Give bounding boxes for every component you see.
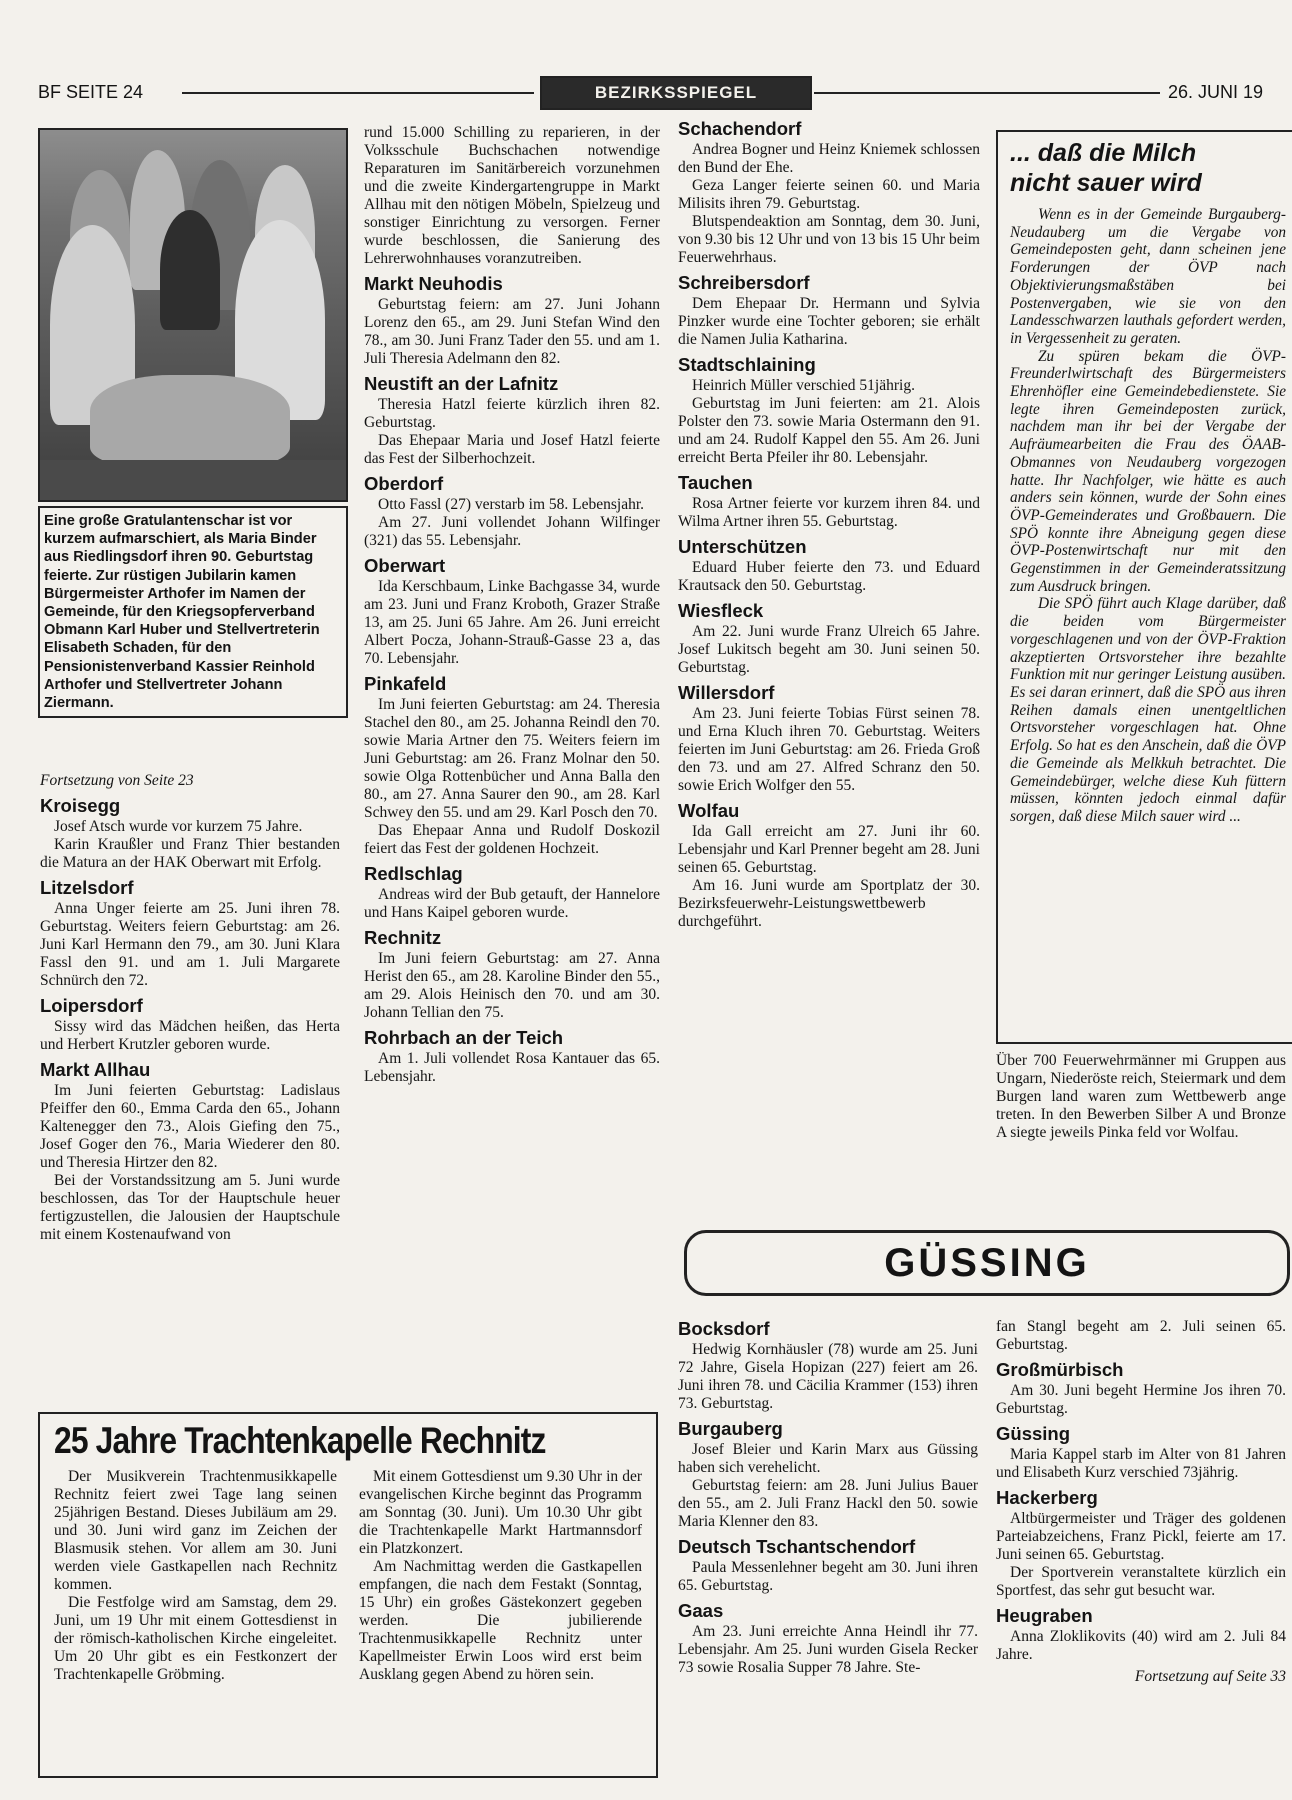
- article-text: Die Festfolge wird am Samstag, dem 29. Juni, um 19 Uhr mit einem Gottesdienst in der römisch-katholischen Kirche eingeleitet. Um 20 Uhr gibt es ein Festkonzert der Trachtenkapelle Gröbming.: [54, 1594, 337, 1683]
- section-title: BEZIRKSSPIEGEL: [594, 83, 758, 102]
- article-text: Eduard Huber feierte den 73. und Eduard Krautsack den 50. Geburtstag.: [678, 559, 980, 594]
- heading-markt-allhau: Markt Allhau: [40, 1059, 151, 1080]
- article-text: Am 23. Juni feierte Tobias Fürst seinen 78. und Erna Kluch ihren 70. Geburtstag. Weiters feierten im Juni Geburtstag: am 26. Frieda Groß den 73. und am 27. Alfred Schranz den 50. sowie Erich Wolfger den 55.: [678, 705, 980, 794]
- guessing-column-b: [996, 1318, 1286, 1686]
- article-text: Josef Bleier und Karin Marx aus Güssing haben sich verehelicht.: [678, 1441, 978, 1476]
- article-text: Altbürgermeister und Träger des goldenen Parteiabzeichens, Franz Pickl, feierte am 17. Juni seinen 65. Geburtstag.: [996, 1510, 1286, 1563]
- commentary-title: nicht sauer wird: [1010, 169, 1202, 197]
- column-3: [678, 118, 980, 931]
- article-text: Maria Kappel starb im Alter von 81 Jahren und Elisabeth Kurz verschied 73jährig.: [996, 1446, 1286, 1481]
- article-text: Karin Kraußler und Franz Thier bestanden die Matura an der HAK Oberwart mit Erfolg.: [40, 836, 340, 871]
- article-text: Ida Gall erreicht am 27. Juni ihr 60. Lebensjahr und Karl Prenner begeht am 28. Juni seinen 65. Geburtstag.: [678, 823, 980, 876]
- commentary-title: ... daß die Milch: [1010, 139, 1197, 167]
- article-text: fan Stangl begeht am 2. Juli seinen 65. Geburtstag.: [996, 1318, 1286, 1353]
- article-text: Sissy wird das Mädchen heißen, das Herta und Herbert Krutzler geboren wurde.: [40, 1018, 340, 1053]
- article-text: Im Juni feierten Geburtstag: am 24. Theresia Stachel den 80., am 25. Johanna Reindl den 70. sowie Maria Artner den 75. Weiters feiern im Juni Geburtstag: am 26. Franz Molnar den 50. sowie Olga Rottenbücher und Anna Balla den 80., am 27. Anna Saurer den 90., am 28. Karl Schwey den 55. und am 29. Karl Posch den 70.: [364, 696, 660, 821]
- heading-kroisegg: Kroisegg: [40, 795, 121, 816]
- article-text: Dem Ehepaar Dr. Hermann und Sylvia Pinzker wurde eine Tochter geboren; sie erhält die Namen Julia Katharina.: [678, 295, 980, 348]
- column-1: [40, 772, 340, 1244]
- continued-on: Fortsetzung auf Seite 33: [1134, 1668, 1286, 1685]
- heading-gaas: Gaas: [678, 1600, 724, 1621]
- article-text: Am 27. Juni vollendet Johann Wilfinger (321) das 55. Lebensjahr.: [364, 514, 660, 549]
- article-text: Der Musikverein Trachtenmusikkapelle Rechnitz feiert zwei Tage lang seinen 25jährigen Bestand. Dieses Jubiläum am 29. und 30. Juni wird ganz im Zeichen der Blasmusik stehen. Vor allem am 30. Juni werden viele Gastkapellen nach Rechnitz kommen.: [54, 1468, 337, 1593]
- article-text: Anna Zloklikovits (40) wird am 2. Juli 84 Jahre.: [996, 1628, 1286, 1663]
- heading-hackerberg: Hackerberg: [996, 1487, 1098, 1508]
- article-text: Anna Unger feierte am 25. Juni ihren 78. Geburtstag. Weiters feiern Geburtstag: am 26. Juni Karl Hermann den 79., am 30. Juni Klara Fassl den 91. und am 1. Juli Margarete Schnürch den 72.: [40, 900, 340, 989]
- heading-neustift: Neustift an der Lafnitz: [364, 373, 559, 394]
- article-text: Am Nachmittag werden die Gastkapellen empfangen, die nach dem Festakt (Sonntag, 15 Uhr) ein großes Gästekonzert gegeben werden. Die jubilierende Trachtenmusikkapelle Rechnitz unter Kapellmeister Erwin Loos wird erst beim Ausklang gegen Abend zu hören sein.: [359, 1558, 642, 1683]
- heading-schachendorf: Schachendorf: [678, 118, 802, 139]
- heading-oberdorf: Oberdorf: [364, 473, 444, 494]
- article-text: Im Juni feierten Geburtstag: Ladislaus Pfeiffer den 60., Emma Carda den 65., Johann Kaltenegger den 73., Alois Giefing den 75., Josef Goger den 76., Maria Wiederer den 80. und Theresia Hirtzer den 82.: [40, 1082, 340, 1171]
- heading-heugraben: Heugraben: [996, 1605, 1093, 1626]
- article-text: rund 15.000 Schilling zu reparieren, in der Volksschule Buchschachen notwendige Reparaturen im Sanitärbereich vorzunehmen und die zweite Kindergartengruppe in Markt Allhau mit den nötigen Möbeln, Spielzeug und sonstiger Einrichtung zu versorgen. Ferner wurde beschlossen, die Sanierung des Lehrerwohnhauses voranzutreiben.: [364, 124, 660, 267]
- heading-redlschlag: Redlschlag: [364, 863, 463, 884]
- page-number: BF SEITE 24: [38, 82, 144, 102]
- article-text: Heinrich Müller verschied 51jährig.: [692, 377, 915, 394]
- commentary-box: [996, 130, 1292, 1044]
- heading-loipersdorf: Loipersdorf: [40, 995, 143, 1016]
- heading-oberwart: Oberwart: [364, 555, 446, 576]
- article-text: Andreas wird der Bub getauft, der Hannelore und Hans Kaipel geboren wurde.: [364, 886, 660, 921]
- article-text: Am 16. Juni wurde am Sportplatz der 30. Bezirksfeuerwehr-Leistungswettbewerb durchgeführt.: [678, 877, 980, 930]
- article-text: Theresia Hatzl feierte kürzlich ihren 82. Geburtstag.: [364, 396, 660, 431]
- article-text: Über 700 Feuerwehrmänner mi Gruppen aus Ungarn, Niederöste reich, Steiermark und dem Burgen land waren zum Wettbewerb ange treten. In den Bewerben Silber A und Bronze A siegte jeweils Pinka feld vor Wolfau.: [996, 1052, 1286, 1141]
- heading-unterschuetzen: Unterschützen: [678, 536, 807, 557]
- article-text: Ida Kerschbaum, Linke Bachgasse 34, wurde am 23. Juni und Franz Kroboth, Grazer Straße 13, am 25. Juni 65 Jahre. Am 26. Juni erreicht Albert Pocza, Johann-Strauß-Gasse 23 a, das 70. Lebensjahr.: [364, 578, 660, 667]
- article-text: Im Juni feiern Geburtstag: am 27. Anna Herist den 65., am 28. Karoline Binder den 55., am 29. Alois Heinisch den 70. und am 30. Johann Tellian den 75.: [364, 950, 660, 1021]
- article-text: Hedwig Kornhäusler (78) wurde am 25. Juni 72 Jahre, Gisela Hopizan (227) feiert am 26. Juni ihren 78. und Cäcilia Krammer (153) ihren 73. Geburtstag.: [678, 1341, 978, 1412]
- heading-tauchen: Tauchen: [678, 472, 753, 493]
- section-banner: [540, 76, 812, 110]
- feuerwehr-text: [996, 1052, 1286, 1142]
- photo-gratulanten: [38, 128, 348, 502]
- article-text: Geburtstag im Juni feierten: am 21. Alois Polster den 73. sowie Maria Ostermann den 91. und am 24. Rudolf Kappel den 55. Am 26. Juni erreicht Berta Pfeiler ihr 80. Lebensjahr.: [678, 395, 980, 466]
- article-text: Das Ehepaar Anna und Rudolf Doskozil feiert das Fest der goldenen Hochzeit.: [364, 822, 660, 857]
- article-text: Bei der Vorstandssitzung am 5. Juni wurde beschlossen, das Tor der Hauptschule heuer fertigzustellen, die Jalousien der Hauptschule mit einem Kostenaufwand von: [40, 1172, 340, 1243]
- heading-wiesfleck: Wiesfleck: [678, 600, 764, 621]
- trachtenkapelle-title: 25 Jahre Trachtenkapelle Rechnitz: [54, 1420, 546, 1461]
- article-text: Am 30. Juni begeht Hermine Jos ihren 70. Geburtstag.: [996, 1382, 1286, 1417]
- article-text: Rosa Artner feierte vor kurzem ihren 84. und Wilma Artner ihren 55. Geburtstag.: [678, 495, 980, 530]
- article-text: Der Sportverein veranstaltete kürzlich ein Sportfest, das sehr gut besucht war.: [996, 1564, 1286, 1599]
- heading-litzelsdorf: Litzelsdorf: [40, 877, 134, 898]
- heading-wolfau: Wolfau: [678, 800, 740, 821]
- heading-markt-neuhodis: Markt Neuhodis: [364, 273, 503, 294]
- article-text: Blutspendeaktion am Sonntag, dem 30. Juni, von 9.30 bis 12 Uhr und von 13 bis 15 Uhr beim Feuerwehrhaus.: [678, 213, 980, 266]
- commentary-text: Zu spüren bekam die ÖVP-Freunderlwirtschaft des Bürgermeisters Ehrenhöfler eine Gemeindebedienstete. Sie legte ihren Gemeindeposten zurück, nachdem man ihr bei der Vergabe der Aufräumearbeiten die Frau des ÖAAB-Obmannes von Neudauberg vorgezogen hatte. Ihr Nachfolger, wie hätte es auch anders sein können, wurde der Sohn eines ÖVP-Gemeinderates und Großbauern. Die SPÖ konnte ihre Abneigung gegen diese ÖVP-Postenwirtschaft nur mit den Gegenstimmen in der Gemeinderatssitzung zum Ausdruck bringen.: [1010, 347, 1286, 595]
- commentary-text: Wenn es in der Gemeinde Burgauberg-Neudauberg um die Vergabe von Gemeindeposten geht, dann scheinen jene Forderungen der ÖVP nach Objektivierungsmaßstäben bei Postenvergaben, wie sie von den Landesschwarzen lauthals gefordert werden, in Vergessenheit zu geraten.: [1010, 206, 1286, 347]
- article-text: Das Ehepaar Maria und Josef Hatzl feierte das Fest der Silberhochzeit.: [364, 432, 660, 467]
- article-text: Paula Messenlehner begeht am 30. Juni ihren 65. Geburtstag.: [678, 1559, 978, 1594]
- article-text: Andrea Bogner und Heinz Kniemek schlossen den Bund der Ehe.: [678, 141, 980, 176]
- article-text: Geza Langer feierte seinen 60. und Maria Milisits ihren 79. Geburtstag.: [678, 177, 980, 212]
- article-text: Am 23. Juni erreichte Anna Heindl ihr 77. Lebensjahr. Am 25. Juni wurden Gisela Recker 73 sowie Rosalia Supper 78 Jahre. Ste-: [678, 1623, 978, 1676]
- heading-guessing: Güssing: [996, 1423, 1071, 1444]
- heading-schreibersdorf: Schreibersdorf: [678, 272, 810, 293]
- article-text: Am 22. Juni wurde Franz Ulreich 65 Jahre. Josef Lukitsch begeht am 30. Juni seinen 50. Geburtstag.: [678, 623, 980, 676]
- heading-grossmuerbisch: Großmürbisch: [996, 1359, 1124, 1380]
- district-title: GÜSSING: [884, 1240, 1090, 1285]
- article-text: Am 1. Juli vollendet Rosa Kantauer das 65. Lebensjahr.: [364, 1050, 660, 1085]
- article-text: Josef Atsch wurde vor kurzem 75 Jahre.: [54, 818, 303, 835]
- column-2: [364, 124, 660, 1086]
- district-banner-guessing: [684, 1230, 1290, 1296]
- article-text: Geburtstag feiern: am 27. Juni Johann Lorenz den 65., am 29. Juni Stefan Wind den 78., am 30. Juni Franz Tader den 55. und am 1. Juli Theresia Adelmann den 82.: [364, 296, 660, 367]
- article-text: Geburtstag feiern: am 28. Juni Julius Bauer den 55., am 2. Juli Franz Hackl den 50. sowie Maria Klenner den 83.: [678, 1477, 978, 1530]
- heading-willersdorf: Willersdorf: [678, 682, 775, 703]
- heading-stadtschlaining: Stadtschlaining: [678, 354, 816, 375]
- trachtenkapelle-box: [38, 1412, 658, 1778]
- heading-pinkafeld: Pinkafeld: [364, 673, 447, 694]
- guessing-column-a: [678, 1318, 978, 1677]
- heading-bocksdorf: Bocksdorf: [678, 1318, 770, 1339]
- article-text: Mit einem Gottesdienst um 9.30 Uhr in der evangelischen Kirche beginnt das Programm am Sonntag (30. Juni). Um 10.30 Uhr gibt die Trachtenkapelle Markt Hartmannsdorf ein Platzkonzert.: [359, 1468, 642, 1557]
- commentary-text: Die SPÖ führt auch Klage darüber, daß die beiden vom Bürgermeister vorgeschlagenen und von der ÖVP-Fraktion akzeptierten Ortsvorsteher ihre bezahlte Funktion mit nur geringer Leistung ausüben. Es sei daran erinnert, daß die SPÖ aus ihren Reihen damals einen unentgeltlichen Ortsvorsteher vorgeschlagen hat. Ohne Erfolg. So hat es den Anschein, daß die ÖVP die Gemeinde als Melkkuh betrachtet. Die Gemeindebürger, welche diese Kuh füttern müssen, könnten jedoch einmal dafür sorgen, daß diese Milch sauer wird ...: [1010, 595, 1286, 825]
- issue-date: 26. JUNI 19: [1168, 82, 1264, 102]
- heading-rechnitz: Rechnitz: [364, 927, 442, 948]
- heading-burgauberg: Burgauberg: [678, 1418, 783, 1439]
- photo-caption: Eine große Gratulantenschar ist vor kurzem aufmarschiert, als Maria Binder aus Riedlingsdorf ihren 90. Geburtstag feierte. Zur rüstigen Jubilarin kamen Bürgermeister Arthofer im Namen der Gemeinde, für den Kriegsopferverband Obmann Karl Huber und Stellvertreterin Elisabeth Schaden, für den Pensionistenverband Kassier Reinhold Arthofer und Stellvertreter Johann Ziermann.: [38, 506, 348, 718]
- heading-rohrbach: Rohrbach an der Teich: [364, 1027, 564, 1048]
- heading-deutsch-tschantschendorf: Deutsch Tschantschendorf: [678, 1536, 916, 1557]
- article-text: Otto Fassl (27) verstarb im 58. Lebensjahr.: [378, 496, 645, 513]
- continued-from: Fortsetzung von Seite 23: [40, 772, 194, 789]
